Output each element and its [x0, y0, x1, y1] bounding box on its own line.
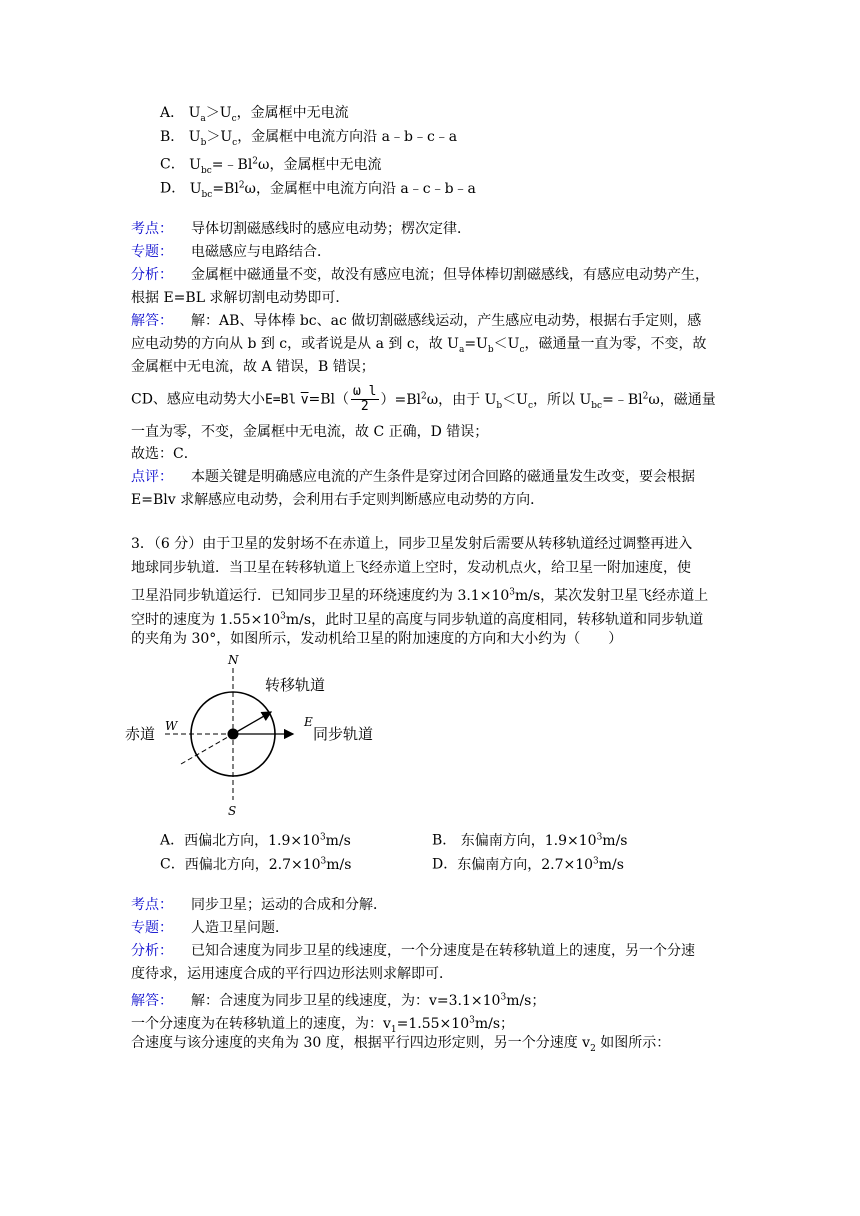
- q3-fenxi: 分析： 已知合速度为同步卫星的线速度，一个分速度是在转移轨道上的速度，另一个分速: [131, 943, 695, 959]
- q3-jieda-3: 合速度与该分速度的夹角为 30 度，根据平行四边形定则，另一个分速度 $v_2$ 如图所示：: [131, 1035, 671, 1054]
- q3-option-b: B． 东偏南方向，$1.9\times 10^3m/s$: [432, 832, 628, 849]
- q2-jieda-2: 应电动势的方向从 b 到 c，或者说是从 a 到 c，故 $U_a=U_b<U_c$，磁通量一直为零，不变，故: [131, 336, 707, 355]
- q2-dianping-2: E=Blv 求解感应电动势，会利用右手定则判断感应电动势的方向．: [131, 492, 545, 508]
- label-s: S: [228, 804, 237, 818]
- label-e: E: [304, 715, 313, 729]
- label-sync-orbit: 同步轨道: [313, 725, 374, 743]
- q2-jieda: 解答： 解：AB、导体棒 bc、ac 做切割磁感线运动，产生感应电动势，根据右手定则，感: [131, 313, 702, 329]
- label-equator: 赤道: [125, 725, 156, 743]
- label-transfer-orbit: 转移轨道: [265, 676, 326, 694]
- option-b: B． $U_b>U_c$，金属框中电流方向沿 a﹣b﹣c﹣a: [160, 129, 458, 148]
- orbit-diagram: [125, 652, 395, 820]
- fraction: $\frac{\text{ω l}}{2}$: [353, 384, 377, 415]
- q3-zhuanti: 专题： 人造卫星问题．: [131, 920, 289, 936]
- q2-dianping: 点评： 本题关键是明确感应电流的产生条件是穿过闭合回路的磁通量发生改变，要会根据: [131, 469, 695, 485]
- label-n: N: [228, 653, 239, 667]
- q2-fenxi-cont: 根据 E=BL 求解切割电动势即可．: [131, 290, 350, 306]
- option-c: C． $U_{bc}=﹣Bl^2\omega$，金属框中无电流: [160, 156, 382, 176]
- q3-kaodian: 考点： 同步卫星；运动的合成和分解．: [131, 897, 387, 913]
- q3-stem-3: 卫星沿同步轨道运行．已知同步卫星的环绕速度约为 $3.1\times 10^3m/s$，某次发射卫星飞经赤道上: [131, 587, 709, 604]
- q3-jieda-2: 一个分速度为在转移轨道上的速度，为：$v_1=1.55\times 10^3m/s$；: [131, 1015, 515, 1035]
- q3-option-c: C．西偏北方向，$2.7\times 10^3m/s$: [160, 856, 352, 873]
- q2-cd-line: CD、感应电动势大小E=Bl $\overline{v}=Bl$（ $\frac{\text{ω l}}{2}$ ）$=Bl^2\omega$，由于 $U_b<U_c$，所以 $U_{bc}=﹣Bl^2\omega$，磁通量: [131, 384, 716, 415]
- q2-zhuanti: 专题： 电磁感应与电路结合．: [131, 244, 331, 260]
- transfer-velocity-arrow: [233, 712, 271, 734]
- q2-jieda-3: 金属框中无电流，故 A 错误，B 错误；: [131, 359, 375, 375]
- q3-option-d: D．东偏南方向，$2.7\times 10^3m/s$: [432, 856, 624, 873]
- q2-cd-line-2: 一直为零，不变，金属框中无电流，故 C 正确，D 错误；: [131, 424, 489, 440]
- q3-jieda: 解答： 解：合速度为同步卫星的线速度，为：$v=3.1\times 10^3m/s$；: [131, 992, 546, 1009]
- label-w: W: [165, 719, 178, 733]
- q3-stem-5: 的夹角为 30°，如图所示，发动机给卫星的附加速度的方向和大小约为（ ）: [131, 631, 623, 647]
- q3-stem-1: 3．（6 分）由于卫星的发射场不在赤道上，同步卫星发射后需要从转移轨道经过调整再进入: [131, 536, 693, 552]
- q2-guxuan: 故选：C．: [131, 446, 198, 462]
- option-d: D． $U_{bc}=Bl^2\omega$，金属框中电流方向沿 a﹣c﹣b﹣a: [160, 180, 476, 200]
- q3-option-a: A．西偏北方向，$1.9\times 10^3m/s$: [160, 832, 351, 849]
- q3-stem-4: 空时的速度为 $1.55\times 10^3m/s$，此时卫星的高度与同步轨道的高度相同，转移轨道和同步轨道: [131, 611, 704, 628]
- transfer-orbit-line: [181, 734, 233, 764]
- q2-fenxi: 分析： 金属框中磁通量不变，故没有感应电流；但导体棒切割磁感线，有感应电动势产生，: [131, 267, 709, 283]
- q3-stem-2: 地球同步轨道．当卫星在转移轨道上飞经赤道上空时，发动机点火，给卫星一附加速度，使: [131, 560, 691, 576]
- option-a: A． $U_a>U_c$，金属框中无电流: [160, 105, 349, 124]
- q3-fenxi-2: 度待求，运用速度合成的平行四边形法则求解即可．: [131, 966, 453, 982]
- q2-kaodian: 考点： 导体切割磁感线时的感应电动势；楞次定律．: [131, 221, 471, 237]
- satellite-dot: [228, 729, 239, 740]
